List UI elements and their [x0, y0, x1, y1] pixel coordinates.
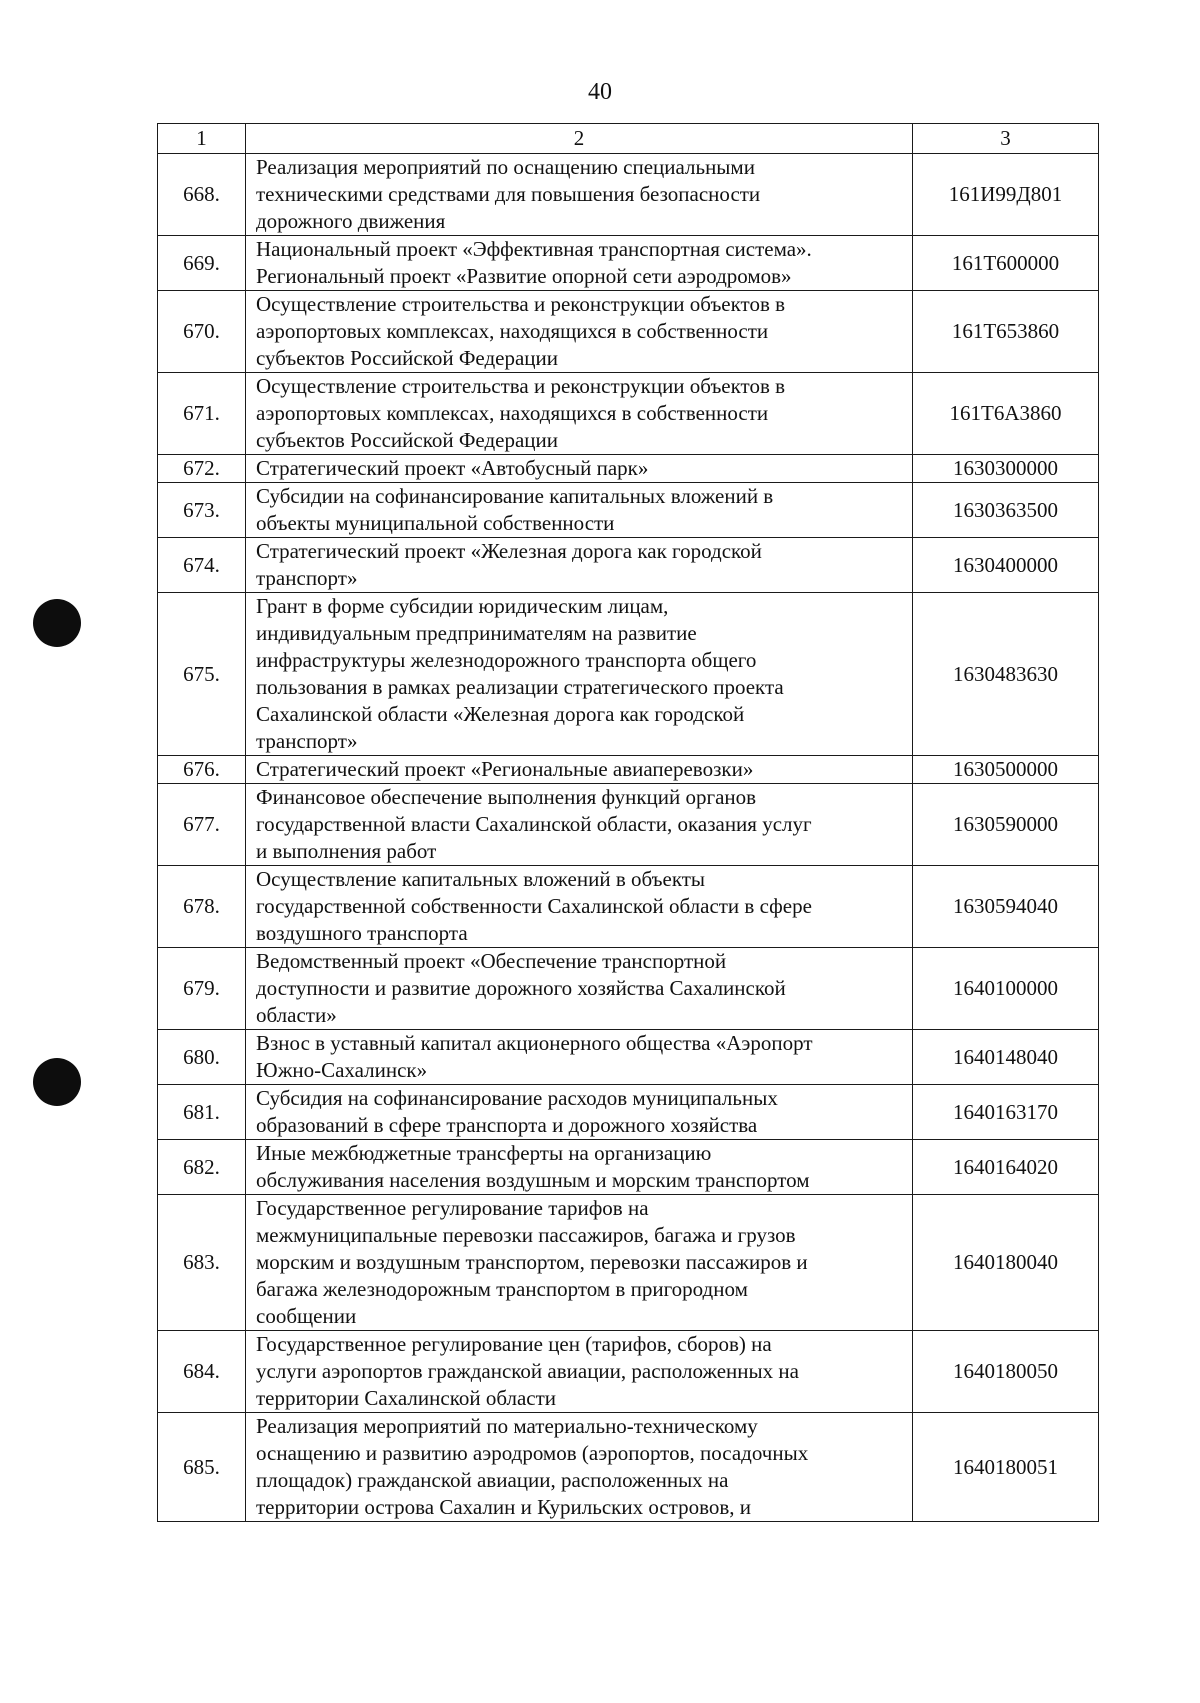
row-number: 681. [158, 1085, 246, 1140]
row-description [246, 236, 913, 291]
description-line: территории Сахалинской области [256, 1386, 557, 1410]
row-number: 674. [158, 538, 246, 593]
row-code: 1640148040 [913, 1030, 1099, 1085]
row-code: 1640180040 [913, 1195, 1099, 1331]
description-line: области» [256, 1003, 337, 1027]
description-line: межмуниципальные перевозки пассажиров, багажа и грузов [256, 1223, 796, 1247]
table-row [158, 784, 1099, 866]
row-number: 679. [158, 948, 246, 1030]
description-line: пользования в рамках реализации стратегического проекта [256, 675, 784, 699]
description-line: доступности и развитие дорожного хозяйства Сахалинской [256, 976, 786, 1000]
row-number: 683. [158, 1195, 246, 1331]
description-line: Стратегический проект «Автобусный парк» [256, 456, 649, 480]
description-line: обслуживания населения воздушным и морским транспортом [256, 1168, 810, 1192]
row-description [246, 593, 913, 756]
row-description [246, 1413, 913, 1522]
table-row [158, 538, 1099, 593]
description-line: субъектов Российской Федерации [256, 428, 559, 452]
description-line: государственной власти Сахалинской области, оказания услуг [256, 812, 812, 836]
description-line: Иные межбюджетные трансферты на организацию [256, 1141, 712, 1165]
row-description [246, 373, 913, 455]
column-header-3: 3 [913, 124, 1099, 154]
description-line: Реализация мероприятий по оснащению специальными [256, 155, 755, 179]
table-row [158, 291, 1099, 373]
description-line: Реализация мероприятий по материально-техническому [256, 1414, 758, 1438]
row-description [246, 1331, 913, 1413]
description-line: объекты муниципальной собственности [256, 511, 615, 535]
table-row [158, 1140, 1099, 1195]
description-line: образований в сфере транспорта и дорожного хозяйства [256, 1113, 758, 1137]
row-code: 1640163170 [913, 1085, 1099, 1140]
table-row [158, 455, 1099, 483]
row-number: 680. [158, 1030, 246, 1085]
description-line: Государственное регулирование тарифов на [256, 1196, 649, 1220]
description-line: государственной собственности Сахалинской области в сфере [256, 894, 812, 918]
description-line: Южно-Сахалинск» [256, 1058, 428, 1082]
row-code: 1630363500 [913, 483, 1099, 538]
row-description [246, 1195, 913, 1331]
description-line: Субсидия на софинансирование расходов муниципальных [256, 1086, 778, 1110]
column-header-1: 1 [158, 124, 246, 154]
row-description [246, 291, 913, 373]
table-body [158, 124, 1099, 1522]
table-row [158, 1331, 1099, 1413]
row-number: 682. [158, 1140, 246, 1195]
row-code: 1630400000 [913, 538, 1099, 593]
description-line: инфраструктуры железнодорожного транспорта общего [256, 648, 757, 672]
table-row [158, 483, 1099, 538]
row-number: 673. [158, 483, 246, 538]
row-number: 675. [158, 593, 246, 756]
row-description [246, 538, 913, 593]
description-line: Ведомственный проект «Обеспечение транспортной [256, 949, 727, 973]
description-line: транспорт» [256, 729, 358, 753]
row-code: 1640180051 [913, 1413, 1099, 1522]
row-number: 672. [158, 455, 246, 483]
description-line: Финансовое обеспечение выполнения функций органов [256, 785, 757, 809]
description-line: Государственное регулирование цен (тарифов, сборов) на [256, 1332, 772, 1356]
row-description [246, 784, 913, 866]
row-number: 668. [158, 154, 246, 236]
row-description [246, 756, 913, 784]
description-line: дорожного движения [256, 209, 446, 233]
row-code: 1630483630 [913, 593, 1099, 756]
description-line: Грант в форме субсидии юридическим лицам, [256, 594, 669, 618]
table-row [158, 1413, 1099, 1522]
row-description [246, 154, 913, 236]
row-description [246, 1085, 913, 1140]
row-code: 1630300000 [913, 455, 1099, 483]
row-number: 677. [158, 784, 246, 866]
description-line: Сахалинской области «Железная дорога как городской [256, 702, 745, 726]
row-description [246, 866, 913, 948]
row-number: 670. [158, 291, 246, 373]
description-line: аэропортовых комплексах, находящихся в собственности [256, 319, 769, 343]
row-number: 685. [158, 1413, 246, 1522]
row-code: 161Т653860 [913, 291, 1099, 373]
row-code: 1630594040 [913, 866, 1099, 948]
table-row [158, 593, 1099, 756]
table-row [158, 154, 1099, 236]
row-description [246, 1030, 913, 1085]
row-number: 676. [158, 756, 246, 784]
description-line: Осуществление строительства и реконструкции объектов в [256, 292, 786, 316]
row-code: 161Т600000 [913, 236, 1099, 291]
row-description [246, 948, 913, 1030]
row-code: 161Т6А3860 [913, 373, 1099, 455]
description-line: багажа железнодорожным транспортом в пригородном [256, 1277, 748, 1301]
budget-classification-table [157, 123, 1099, 1522]
description-line: и выполнения работ [256, 839, 437, 863]
description-line: индивидуальным предпринимателям на развитие [256, 621, 697, 645]
description-line: площадок) гражданской авиации, расположенных на [256, 1468, 729, 1492]
description-line: Стратегический проект «Региональные авиаперевозки» [256, 757, 754, 781]
row-description [246, 455, 913, 483]
description-line: Региональный проект «Развитие опорной сети аэродромов» [256, 264, 792, 288]
table-row [158, 948, 1099, 1030]
row-number: 669. [158, 236, 246, 291]
table-row [158, 236, 1099, 291]
table-row [158, 866, 1099, 948]
row-code: 1630590000 [913, 784, 1099, 866]
description-line: Субсидии на софинансирование капитальных вложений в [256, 484, 774, 508]
table-row [158, 1030, 1099, 1085]
row-description [246, 483, 913, 538]
description-line: Национальный проект «Эффективная транспортная система». [256, 237, 812, 261]
page-number: 40 [588, 79, 612, 105]
row-number: 671. [158, 373, 246, 455]
description-line: оснащению и развитию аэродромов (аэропортов, посадочных [256, 1441, 809, 1465]
description-line: Стратегический проект «Железная дорога как городской [256, 539, 762, 563]
table-row [158, 756, 1099, 784]
description-line: аэропортовых комплексах, находящихся в собственности [256, 401, 769, 425]
table-header-row [158, 124, 1099, 154]
column-header-2: 2 [246, 124, 913, 154]
row-code: 1640180050 [913, 1331, 1099, 1413]
description-line: морским и воздушным транспортом, перевозки пассажиров и [256, 1250, 808, 1274]
description-line: транспорт» [256, 566, 358, 590]
table-row [158, 373, 1099, 455]
punch-hole [33, 599, 81, 647]
row-description [246, 1140, 913, 1195]
row-code: 1640164020 [913, 1140, 1099, 1195]
description-line: Взнос в уставный капитал акционерного общества «Аэропорт [256, 1031, 813, 1055]
row-number: 684. [158, 1331, 246, 1413]
table-row [158, 1085, 1099, 1140]
description-line: субъектов Российской Федерации [256, 346, 559, 370]
description-line: Осуществление капитальных вложений в объекты [256, 867, 706, 891]
description-line: Осуществление строительства и реконструкции объектов в [256, 374, 786, 398]
description-line: техническими средствами для повышения безопасности [256, 182, 761, 206]
table-row [158, 1195, 1099, 1331]
row-code: 1640100000 [913, 948, 1099, 1030]
description-line: услуги аэропортов гражданской авиации, расположенных на [256, 1359, 799, 1383]
description-line: воздушного транспорта [256, 921, 468, 945]
row-number: 678. [158, 866, 246, 948]
description-line: территории острова Сахалин и Курильских островов, и [256, 1495, 752, 1519]
punch-hole [33, 1058, 81, 1106]
row-code: 1630500000 [913, 756, 1099, 784]
row-code: 161И99Д801 [913, 154, 1099, 236]
description-line: сообщении [256, 1304, 357, 1328]
